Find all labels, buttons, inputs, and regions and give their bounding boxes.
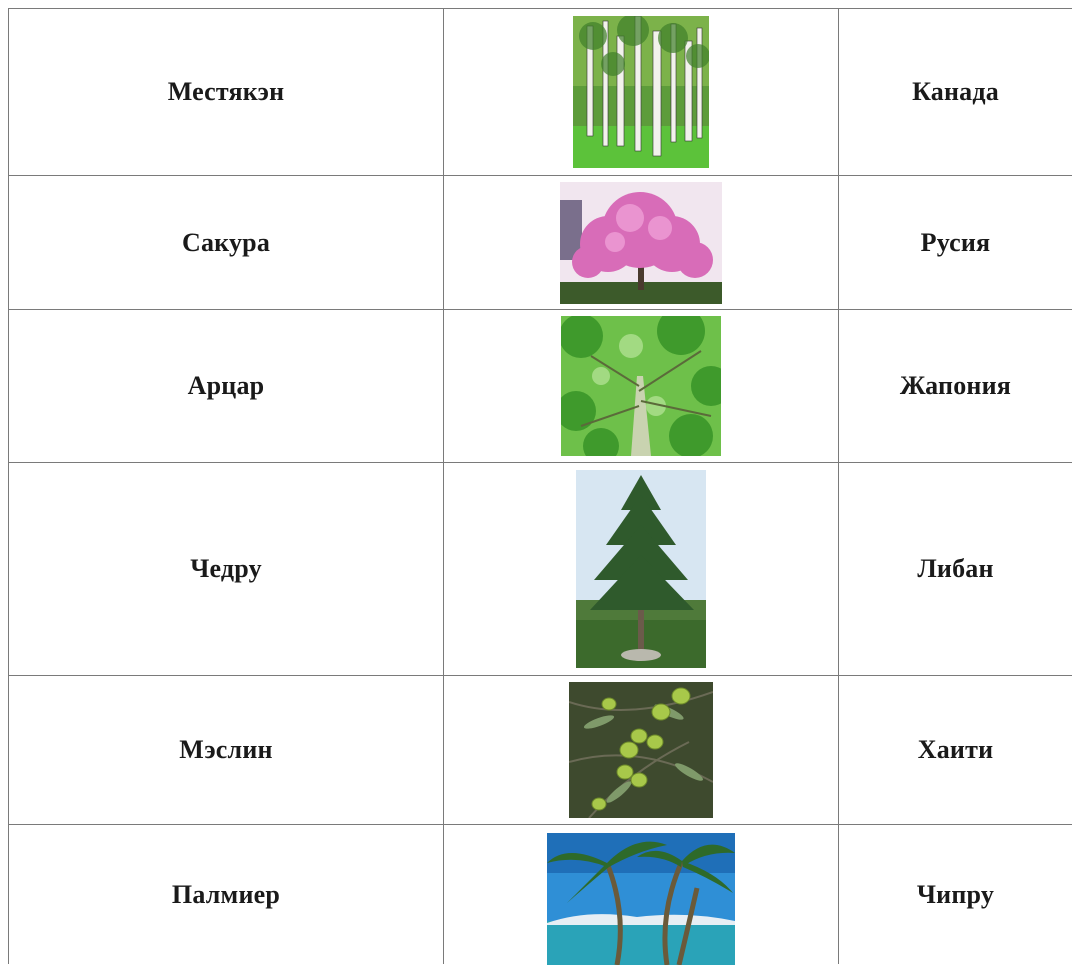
tree-name: Палмиер xyxy=(171,879,281,909)
olive-branch-image xyxy=(569,682,713,818)
table-row xyxy=(8,825,1072,964)
tree-name: Арцар xyxy=(187,371,265,400)
cedar-tree-image xyxy=(576,470,706,668)
country-name: Канада xyxy=(912,77,999,106)
maple-tree-image xyxy=(561,316,721,456)
country-name: Либан xyxy=(917,554,994,583)
country-name: Хаити xyxy=(917,735,994,764)
palm-trees-image xyxy=(547,833,735,965)
tree-image-cell xyxy=(443,463,838,675)
tree-image-cell xyxy=(443,9,838,175)
table-row xyxy=(8,176,1072,309)
table-row xyxy=(8,463,1072,675)
tree-name: Сакура xyxy=(181,227,271,257)
birch-forest-image xyxy=(573,16,709,168)
table-row xyxy=(8,676,1072,824)
cherry-blossom-image xyxy=(560,182,722,304)
tree-image-cell xyxy=(443,176,838,309)
table-row xyxy=(8,9,1072,175)
country-name: Русия xyxy=(920,227,991,257)
tree-name: Местякэн xyxy=(167,77,285,106)
tree-image-cell xyxy=(443,676,838,824)
country-name: Жапония xyxy=(899,371,1012,400)
tree-image-cell xyxy=(443,825,838,964)
tree-name: Мэслин xyxy=(179,735,273,764)
country-name: Чипру xyxy=(916,879,995,909)
tree-name: Чедру xyxy=(190,554,262,583)
tree-image-cell xyxy=(443,310,838,462)
table-row xyxy=(8,310,1072,462)
